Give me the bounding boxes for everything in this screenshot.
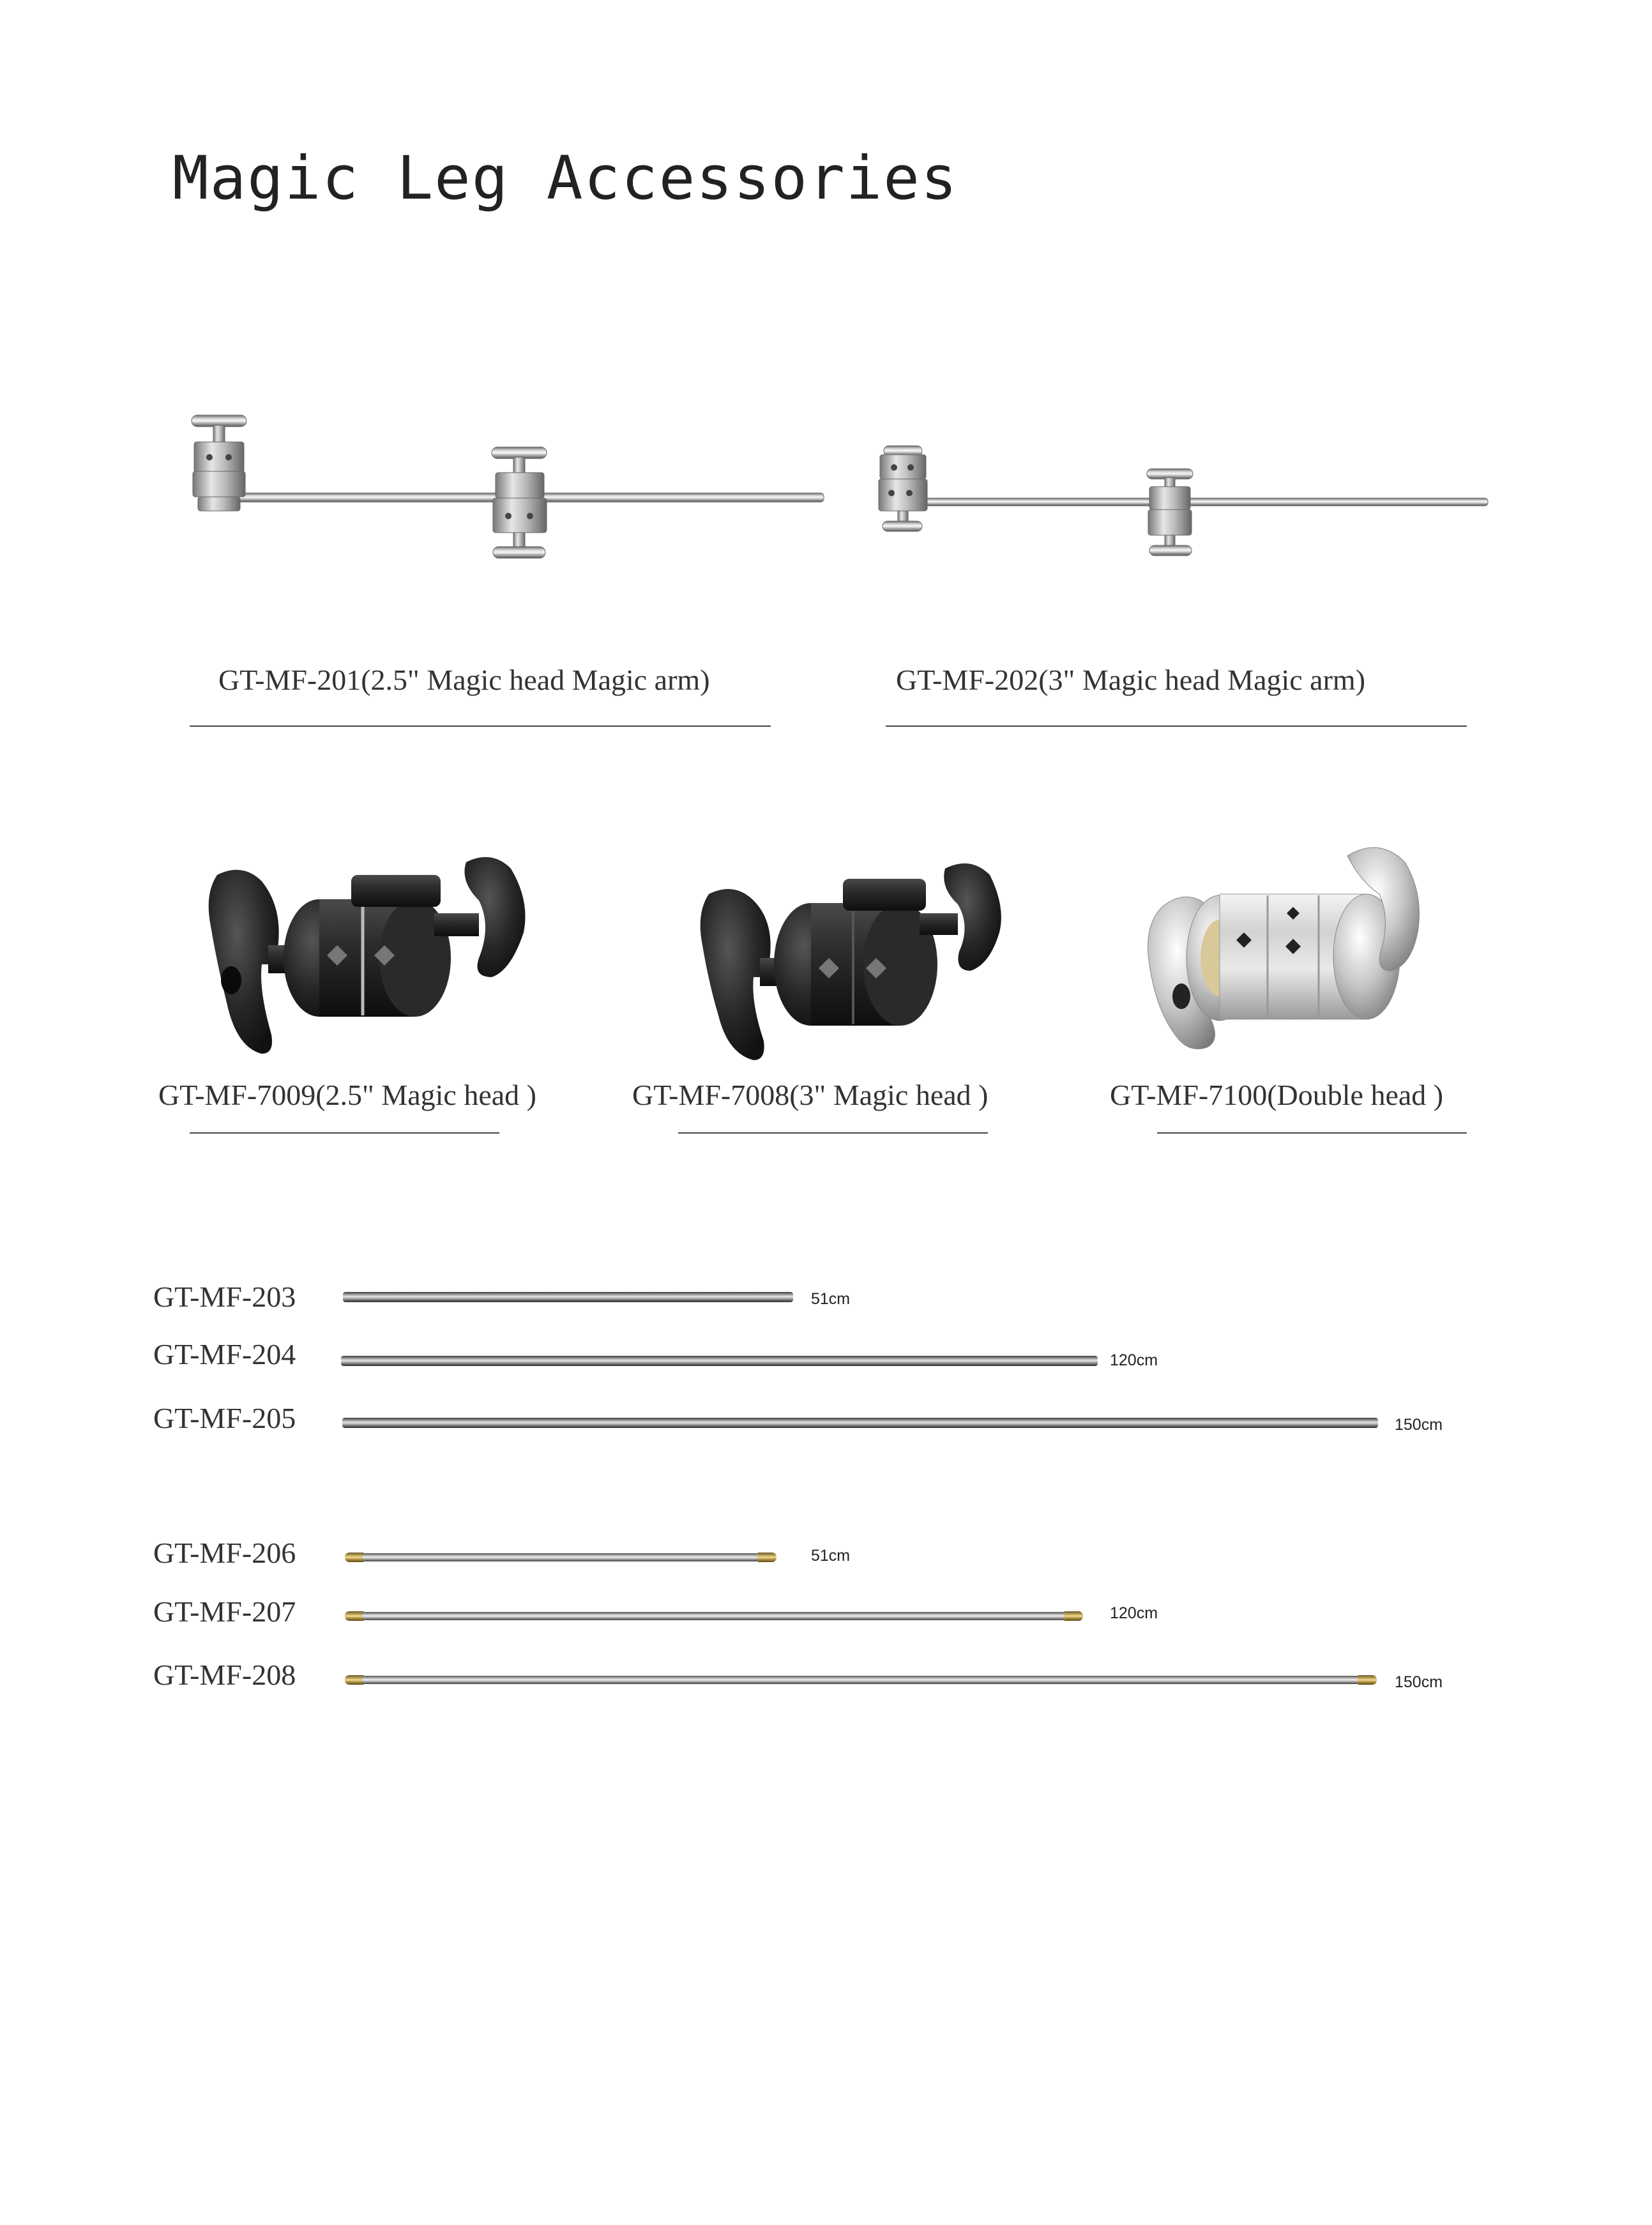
rod-206-tip-right bbox=[757, 1553, 777, 1562]
rod-205-image bbox=[342, 1418, 1378, 1428]
head-caption-7009: GT-MF-7009(2.5" Magic head ) bbox=[158, 1079, 536, 1111]
rod-208-tip-right bbox=[1358, 1675, 1377, 1685]
rod-length-203: 51cm bbox=[811, 1290, 851, 1308]
magic-arm-202-image bbox=[868, 434, 1494, 562]
rod-206-tip-left bbox=[345, 1553, 364, 1562]
magic-head-7008-image bbox=[690, 849, 1009, 1073]
magic-head-7009-image bbox=[192, 843, 536, 1073]
rod-length-204: 120cm bbox=[1110, 1351, 1158, 1369]
head-caption-7008: GT-MF-7008(3" Magic head ) bbox=[632, 1079, 989, 1111]
magic-arm-201-image bbox=[185, 409, 837, 575]
rod-label-208: GT-MF-208 bbox=[153, 1659, 296, 1691]
rod-label-206: GT-MF-206 bbox=[153, 1537, 296, 1569]
rod-204-image bbox=[341, 1356, 1098, 1366]
rod-label-204: GT-MF-204 bbox=[153, 1338, 296, 1371]
rod-length-205: 150cm bbox=[1395, 1416, 1443, 1434]
rod-length-206: 51cm bbox=[811, 1547, 851, 1565]
rod-length-208: 150cm bbox=[1395, 1673, 1443, 1691]
arm-divider-201 bbox=[190, 725, 771, 727]
rod-208-image bbox=[363, 1676, 1359, 1684]
head-divider-7100 bbox=[1157, 1132, 1467, 1134]
rod-207-tip-left bbox=[345, 1611, 364, 1621]
rod-206-image bbox=[363, 1553, 759, 1561]
arm-caption-201: GT-MF-201(2.5" Magic head Magic arm) bbox=[218, 664, 710, 696]
arm-divider-202 bbox=[886, 725, 1467, 727]
rod-label-203: GT-MF-203 bbox=[153, 1280, 296, 1313]
rod-207-tip-right bbox=[1064, 1611, 1083, 1621]
rod-length-207: 120cm bbox=[1110, 1604, 1158, 1622]
double-head-7100-image bbox=[1137, 830, 1430, 1067]
head-divider-7008 bbox=[678, 1132, 988, 1134]
head-caption-7100: GT-MF-7100(Double head ) bbox=[1110, 1079, 1444, 1111]
arm-caption-202: GT-MF-202(3" Magic head Magic arm) bbox=[896, 664, 1366, 696]
head-divider-7009 bbox=[190, 1132, 499, 1134]
rod-label-205: GT-MF-205 bbox=[153, 1402, 296, 1434]
rod-203-image bbox=[343, 1292, 793, 1302]
rod-207-image bbox=[363, 1612, 1065, 1620]
page-title: Magic Leg Accessories bbox=[172, 144, 959, 213]
rod-label-207: GT-MF-207 bbox=[153, 1595, 296, 1628]
rod-208-tip-left bbox=[345, 1675, 364, 1685]
